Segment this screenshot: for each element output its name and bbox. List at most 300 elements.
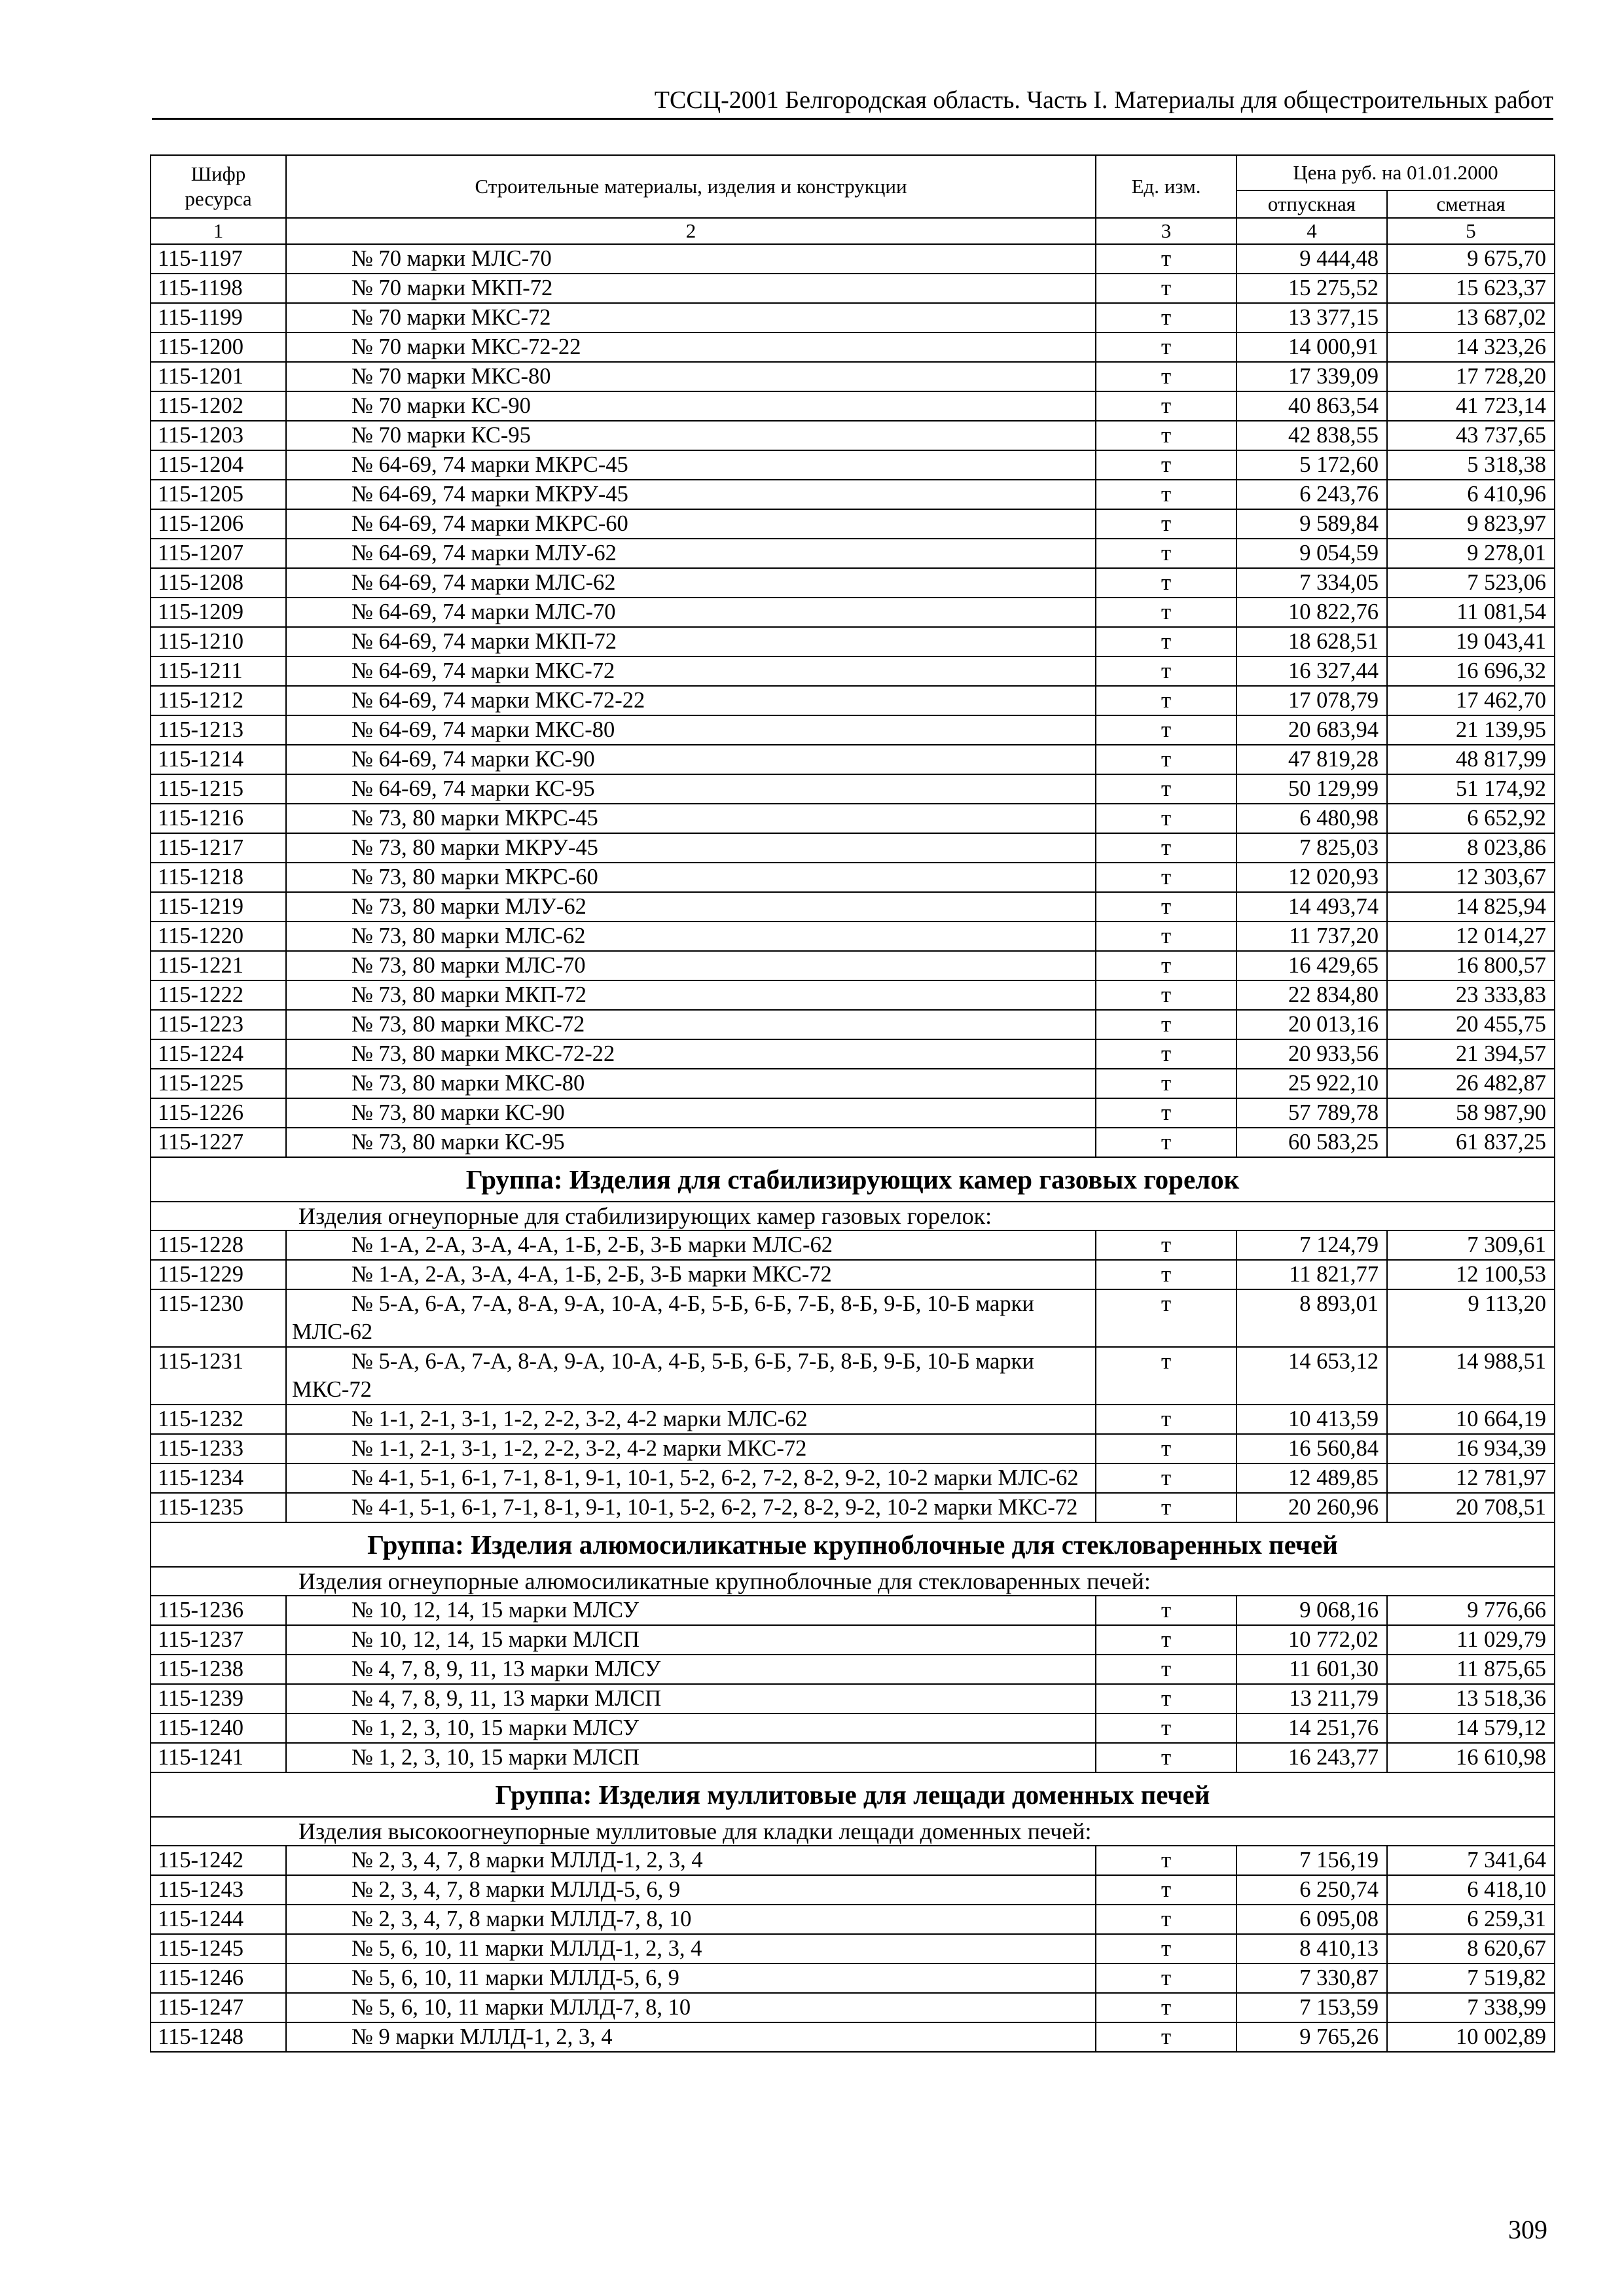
- estimate-price: 7 519,82: [1387, 1964, 1555, 1993]
- table-row: [151, 1743, 1555, 1772]
- release-price: 57 789,78: [1236, 1098, 1387, 1128]
- resource-code: 115-1223: [151, 1010, 286, 1039]
- resource-code: 115-1221: [151, 951, 286, 980]
- release-price: 9 054,59: [1236, 539, 1387, 568]
- estimate-price: 17 462,70: [1387, 686, 1555, 715]
- estimate-price: 8 620,67: [1387, 1934, 1555, 1964]
- resource-code: 115-1204: [151, 450, 286, 480]
- table-row: [151, 804, 1555, 833]
- release-price: 14 251,76: [1236, 1713, 1387, 1743]
- col-head-name: Строительные материалы, изделия и конструкции: [286, 155, 1096, 218]
- material-name: [286, 2022, 1096, 2052]
- table-row: [151, 745, 1555, 774]
- release-price: 9 068,16: [1236, 1596, 1387, 1625]
- subgroup-row: [151, 1567, 1555, 1596]
- estimate-price: 26 482,87: [1387, 1069, 1555, 1098]
- material-name: [286, 1934, 1096, 1964]
- table-row: [151, 1934, 1555, 1964]
- table-row: [151, 1289, 1555, 1347]
- estimate-price: 61 837,25: [1387, 1128, 1555, 1157]
- resource-code: 115-1227: [151, 1128, 286, 1157]
- unit-cell: т: [1096, 951, 1236, 980]
- resource-code: 115-1244: [151, 1905, 286, 1934]
- material-name-text: № 1-1, 2-1, 3-1, 1-2, 2-2, 3-2, 4-2 марки МКС-72: [352, 1436, 807, 1461]
- estimate-price: 7 338,99: [1387, 1993, 1555, 2022]
- resource-code: 115-1210: [151, 627, 286, 656]
- unit-cell: т: [1096, 362, 1236, 391]
- resource-code: 115-1226: [151, 1098, 286, 1128]
- estimate-price: 20 455,75: [1387, 1010, 1555, 1039]
- material-name-text: № 4-1, 5-1, 6-1, 7-1, 8-1, 9-1, 10-1, 5-2, 6-2, 7-2, 8-2, 9-2, 10-2 марки МКС-72: [352, 1495, 1078, 1520]
- release-price: 50 129,99: [1236, 774, 1387, 804]
- material-name: [286, 922, 1096, 951]
- material-name-text: № 73, 80 марки МКРС-60: [352, 865, 598, 889]
- estimate-price: 16 934,39: [1387, 1434, 1555, 1463]
- estimate-price: 11 029,79: [1387, 1625, 1555, 1655]
- material-name: [286, 833, 1096, 863]
- resource-code: 115-1237: [151, 1625, 286, 1655]
- material-name-text: № 5, 6, 10, 11 марки МЛЛД-7, 8, 10: [352, 1995, 691, 2020]
- subgroup-caption: Изделия высокоогнеупорные муллитовые для кладки лещади доменных печей:: [151, 1817, 1555, 1846]
- unit-cell: т: [1096, 980, 1236, 1010]
- estimate-price: 51 174,92: [1387, 774, 1555, 804]
- table-row: [151, 1128, 1555, 1157]
- table-row: [151, 1098, 1555, 1128]
- resource-code: 115-1215: [151, 774, 286, 804]
- table-row: [151, 450, 1555, 480]
- material-name: [286, 745, 1096, 774]
- unit-cell: т: [1096, 1463, 1236, 1493]
- material-name: [286, 421, 1096, 450]
- subgroup-caption: Изделия огнеупорные алюмосиликатные крупноблочные для стекловаренных печей:: [151, 1567, 1555, 1596]
- group-heading-row: [151, 1157, 1555, 1202]
- resource-code: 115-1206: [151, 509, 286, 539]
- resource-code: 115-1229: [151, 1260, 286, 1289]
- estimate-price: 6 418,10: [1387, 1875, 1555, 1905]
- table-head: [151, 155, 1555, 244]
- group-heading: Группа: Изделия для стабилизирующих камер газовых горелок: [151, 1157, 1555, 1202]
- unit-cell: т: [1096, 1230, 1236, 1260]
- estimate-price: 23 333,83: [1387, 980, 1555, 1010]
- estimate-price: 13 518,36: [1387, 1684, 1555, 1713]
- material-name: [286, 1069, 1096, 1098]
- material-name: [286, 332, 1096, 362]
- release-price: 11 601,30: [1236, 1655, 1387, 1684]
- estimate-price: 16 800,57: [1387, 951, 1555, 980]
- unit-cell: т: [1096, 1905, 1236, 1934]
- resource-code: 115-1224: [151, 1039, 286, 1069]
- unit-cell: т: [1096, 686, 1236, 715]
- release-price: 8 410,13: [1236, 1934, 1387, 1964]
- unit-cell: т: [1096, 627, 1236, 656]
- estimate-price: 48 817,99: [1387, 745, 1555, 774]
- table-row: [151, 1405, 1555, 1434]
- material-name-text: № 73, 80 марки МКС-72-22: [352, 1041, 615, 1066]
- estimate-price: 14 323,26: [1387, 332, 1555, 362]
- material-name: [286, 362, 1096, 391]
- unit-cell: т: [1096, 1684, 1236, 1713]
- release-price: 60 583,25: [1236, 1128, 1387, 1157]
- material-name-text: № 5-А, 6-А, 7-А, 8-А, 9-А, 10-А, 4-Б, 5-Б, 6-Б, 7-Б, 8-Б, 9-Б, 10-Б марки МЛС-62: [292, 1291, 1034, 1344]
- table-row: [151, 1846, 1555, 1875]
- material-name-text: № 10, 12, 14, 15 марки МЛСП: [352, 1627, 640, 1652]
- release-price: 7 825,03: [1236, 833, 1387, 863]
- unit-cell: т: [1096, 1260, 1236, 1289]
- material-name: [286, 1625, 1096, 1655]
- release-price: 20 013,16: [1236, 1010, 1387, 1039]
- material-name-text: № 5-А, 6-А, 7-А, 8-А, 9-А, 10-А, 4-Б, 5-Б, 6-Б, 7-Б, 8-Б, 9-Б, 10-Б марки МКС-72: [292, 1349, 1034, 1402]
- unit-cell: т: [1096, 804, 1236, 833]
- running-header: ТССЦ-2001 Белгородская область. Часть I. Материалы для общестроительных работ: [654, 86, 1553, 114]
- unit-cell: т: [1096, 568, 1236, 598]
- resource-code: 115-1238: [151, 1655, 286, 1684]
- estimate-price: 12 781,97: [1387, 1463, 1555, 1493]
- unit-cell: т: [1096, 1846, 1236, 1875]
- material-name-text: № 70 марки МКС-80: [352, 364, 551, 389]
- unit-cell: т: [1096, 1128, 1236, 1157]
- release-price: 15 275,52: [1236, 274, 1387, 303]
- material-name-text: № 64-69, 74 марки МЛУ-62: [352, 541, 617, 565]
- table-row: [151, 421, 1555, 450]
- release-price: 16 327,44: [1236, 656, 1387, 686]
- table-row: [151, 1655, 1555, 1684]
- release-price: 9 444,48: [1236, 244, 1387, 274]
- estimate-price: 43 737,65: [1387, 421, 1555, 450]
- estimate-price: 9 113,20: [1387, 1289, 1555, 1347]
- table-row: [151, 539, 1555, 568]
- estimate-price: 10 664,19: [1387, 1405, 1555, 1434]
- resource-code: 115-1212: [151, 686, 286, 715]
- release-price: 8 893,01: [1236, 1289, 1387, 1347]
- table-row: [151, 244, 1555, 274]
- estimate-price: 11 081,54: [1387, 598, 1555, 627]
- material-name-text: № 73, 80 марки МКП-72: [352, 982, 587, 1007]
- material-name: [286, 1993, 1096, 2022]
- material-name: [286, 1010, 1096, 1039]
- resource-code: 115-1211: [151, 656, 286, 686]
- unit-cell: т: [1096, 332, 1236, 362]
- table-row: [151, 1069, 1555, 1098]
- table-row: [151, 1596, 1555, 1625]
- release-price: 22 834,80: [1236, 980, 1387, 1010]
- material-name-text: № 64-69, 74 марки МКРС-60: [352, 511, 628, 536]
- unit-cell: т: [1096, 1405, 1236, 1434]
- material-name: [286, 1875, 1096, 1905]
- material-name-text: № 70 марки КС-90: [352, 393, 531, 418]
- resource-code: 115-1203: [151, 421, 286, 450]
- table-row: [151, 391, 1555, 421]
- resource-code: 115-1199: [151, 303, 286, 332]
- material-name: [286, 274, 1096, 303]
- material-name: [286, 568, 1096, 598]
- material-name-text: № 73, 80 марки МКС-80: [352, 1071, 585, 1096]
- release-price: 40 863,54: [1236, 391, 1387, 421]
- table-row: [151, 1493, 1555, 1522]
- material-name-text: № 4, 7, 8, 9, 11, 13 марки МЛСУ: [352, 1657, 661, 1681]
- material-name: [286, 598, 1096, 627]
- material-name: [286, 951, 1096, 980]
- estimate-price: 14 988,51: [1387, 1347, 1555, 1405]
- table-row: [151, 1875, 1555, 1905]
- resource-code: 115-1234: [151, 1463, 286, 1493]
- estimate-price: 19 043,41: [1387, 627, 1555, 656]
- estimate-price: 14 825,94: [1387, 892, 1555, 922]
- material-name: [286, 980, 1096, 1010]
- material-name-text: № 64-69, 74 марки МКРС-45: [352, 452, 628, 477]
- header-rule: [152, 118, 1553, 120]
- estimate-price: 9 823,97: [1387, 509, 1555, 539]
- release-price: 5 172,60: [1236, 450, 1387, 480]
- resource-code: 115-1202: [151, 391, 286, 421]
- resource-code: 115-1217: [151, 833, 286, 863]
- resource-code: 115-1208: [151, 568, 286, 598]
- unit-cell: т: [1096, 244, 1236, 274]
- material-name: [286, 804, 1096, 833]
- release-price: 10 772,02: [1236, 1625, 1387, 1655]
- release-price: 20 260,96: [1236, 1493, 1387, 1522]
- material-name-text: № 2, 3, 4, 7, 8 марки МЛЛД-7, 8, 10: [352, 1907, 692, 1931]
- material-name-text: № 64-69, 74 марки МКС-72: [352, 658, 615, 683]
- unit-cell: т: [1096, 1493, 1236, 1522]
- resource-code: 115-1201: [151, 362, 286, 391]
- release-price: 7 124,79: [1236, 1230, 1387, 1260]
- release-price: 16 243,77: [1236, 1743, 1387, 1772]
- resource-code: 115-1242: [151, 1846, 286, 1875]
- release-price: 12 020,93: [1236, 863, 1387, 892]
- table-row: [151, 480, 1555, 509]
- col-number: 3: [1096, 218, 1236, 244]
- col-head-unit: Ед. изм.: [1096, 155, 1236, 218]
- material-name-text: № 73, 80 марки КС-90: [352, 1100, 565, 1125]
- resource-code: 115-1240: [151, 1713, 286, 1743]
- unit-cell: т: [1096, 2022, 1236, 2052]
- release-price: 20 933,56: [1236, 1039, 1387, 1069]
- group-heading-row: [151, 1772, 1555, 1817]
- material-name: [286, 1493, 1096, 1522]
- release-price: 16 560,84: [1236, 1434, 1387, 1463]
- table-row: [151, 1010, 1555, 1039]
- estimate-price: 21 394,57: [1387, 1039, 1555, 1069]
- estimate-price: 12 014,27: [1387, 922, 1555, 951]
- material-name: [286, 244, 1096, 274]
- estimate-price: 14 579,12: [1387, 1713, 1555, 1743]
- release-price: 14 493,74: [1236, 892, 1387, 922]
- table-row: [151, 686, 1555, 715]
- material-name-text: № 70 марки КС-95: [352, 423, 531, 448]
- material-name-text: № 64-69, 74 марки МКРУ-45: [352, 482, 628, 507]
- material-name-text: № 64-69, 74 марки МЛС-70: [352, 600, 616, 624]
- release-price: 17 339,09: [1236, 362, 1387, 391]
- resource-code: 115-1239: [151, 1684, 286, 1713]
- material-name-text: № 9 марки МЛЛД-1, 2, 3, 4: [352, 2024, 613, 2049]
- estimate-price: 6 652,92: [1387, 804, 1555, 833]
- resource-code: 115-1230: [151, 1289, 286, 1347]
- material-name: [286, 1230, 1096, 1260]
- resource-code: 115-1207: [151, 539, 286, 568]
- unit-cell: т: [1096, 1098, 1236, 1128]
- resource-code: 115-1219: [151, 892, 286, 922]
- material-name: [286, 480, 1096, 509]
- resource-code: 115-1233: [151, 1434, 286, 1463]
- estimate-price: 6 410,96: [1387, 480, 1555, 509]
- material-name: [286, 509, 1096, 539]
- material-name: [286, 892, 1096, 922]
- table-row: [151, 774, 1555, 804]
- material-name-text: № 73, 80 марки КС-95: [352, 1130, 565, 1155]
- unit-cell: т: [1096, 1434, 1236, 1463]
- release-price: 11 737,20: [1236, 922, 1387, 951]
- estimate-price: 6 259,31: [1387, 1905, 1555, 1934]
- table-row: [151, 1434, 1555, 1463]
- material-name: [286, 1846, 1096, 1875]
- unit-cell: т: [1096, 745, 1236, 774]
- release-price: 6 095,08: [1236, 1905, 1387, 1934]
- material-name-text: № 1-1, 2-1, 3-1, 1-2, 2-2, 3-2, 4-2 марки МЛС-62: [352, 1407, 808, 1431]
- material-name: [286, 391, 1096, 421]
- material-name: [286, 656, 1096, 686]
- material-name: [286, 715, 1096, 745]
- table-row: [151, 1684, 1555, 1713]
- unit-cell: т: [1096, 1713, 1236, 1743]
- table-row: [151, 332, 1555, 362]
- release-price: 14 000,91: [1236, 332, 1387, 362]
- material-name: [286, 1743, 1096, 1772]
- subgroup-caption: Изделия огнеупорные для стабилизирующих камер газовых горелок:: [151, 1202, 1555, 1230]
- material-name-text: № 2, 3, 4, 7, 8 марки МЛЛД-1, 2, 3, 4: [352, 1848, 703, 1873]
- col-head-estimate: сметная: [1387, 190, 1555, 218]
- table-row: [151, 1260, 1555, 1289]
- resource-code: 115-1200: [151, 332, 286, 362]
- release-price: 18 628,51: [1236, 627, 1387, 656]
- unit-cell: т: [1096, 922, 1236, 951]
- subgroup-row: [151, 1817, 1555, 1846]
- release-price: 9 589,84: [1236, 509, 1387, 539]
- unit-cell: т: [1096, 1289, 1236, 1347]
- release-price: 6 243,76: [1236, 480, 1387, 509]
- estimate-price: 11 875,65: [1387, 1655, 1555, 1684]
- material-name-text: № 5, 6, 10, 11 марки МЛЛД-5, 6, 9: [352, 1965, 679, 1990]
- unit-cell: т: [1096, 1347, 1236, 1405]
- table-row: [151, 1993, 1555, 2022]
- release-price: 11 821,77: [1236, 1260, 1387, 1289]
- unit-cell: т: [1096, 1934, 1236, 1964]
- table-row: [151, 833, 1555, 863]
- material-name: [286, 1098, 1096, 1128]
- material-name: [286, 1713, 1096, 1743]
- material-name: [286, 303, 1096, 332]
- material-name-text: № 10, 12, 14, 15 марки МЛСУ: [352, 1598, 639, 1623]
- material-name: [286, 539, 1096, 568]
- resource-code: 115-1236: [151, 1596, 286, 1625]
- estimate-price: 7 523,06: [1387, 568, 1555, 598]
- material-name: [286, 1964, 1096, 1993]
- estimate-price: 21 139,95: [1387, 715, 1555, 745]
- material-name-text: № 73, 80 марки МЛС-70: [352, 953, 586, 978]
- release-price: 25 922,10: [1236, 1069, 1387, 1098]
- table-row: [151, 1230, 1555, 1260]
- table-row: [151, 2022, 1555, 2052]
- release-price: 6 250,74: [1236, 1875, 1387, 1905]
- release-price: 14 653,12: [1236, 1347, 1387, 1405]
- table-row: [151, 951, 1555, 980]
- material-name-text: № 64-69, 74 марки МКП-72: [352, 629, 617, 654]
- estimate-price: 13 687,02: [1387, 303, 1555, 332]
- material-name-text: № 1-А, 2-А, 3-А, 4-А, 1-Б, 2-Б, 3-Б марки МКС-72: [352, 1262, 832, 1287]
- table-body: [151, 244, 1555, 2052]
- table-row: [151, 1713, 1555, 1743]
- resource-code: 115-1243: [151, 1875, 286, 1905]
- material-name: [286, 1684, 1096, 1713]
- unit-cell: т: [1096, 598, 1236, 627]
- unit-cell: т: [1096, 1964, 1236, 1993]
- unit-cell: т: [1096, 892, 1236, 922]
- estimate-price: 17 728,20: [1387, 362, 1555, 391]
- estimate-price: 41 723,14: [1387, 391, 1555, 421]
- unit-cell: т: [1096, 1069, 1236, 1098]
- release-price: 10 822,76: [1236, 598, 1387, 627]
- table-row: [151, 892, 1555, 922]
- resource-code: 115-1232: [151, 1405, 286, 1434]
- price-table: [150, 154, 1555, 2053]
- material-name: [286, 1347, 1096, 1405]
- release-price: 17 078,79: [1236, 686, 1387, 715]
- material-name: [286, 1405, 1096, 1434]
- col-head-code: Шифр ресурса: [151, 155, 286, 218]
- estimate-price: 10 002,89: [1387, 2022, 1555, 2052]
- material-name-text: № 73, 80 марки МКС-72: [352, 1012, 585, 1037]
- resource-code: 115-1213: [151, 715, 286, 745]
- estimate-price: 20 708,51: [1387, 1493, 1555, 1522]
- col-number: 1: [151, 218, 286, 244]
- material-name: [286, 1260, 1096, 1289]
- unit-cell: т: [1096, 480, 1236, 509]
- estimate-price: 16 696,32: [1387, 656, 1555, 686]
- estimate-price: 9 278,01: [1387, 539, 1555, 568]
- material-name-text: № 73, 80 марки МКРУ-45: [352, 835, 598, 860]
- col-number: 2: [286, 218, 1096, 244]
- unit-cell: т: [1096, 715, 1236, 745]
- material-name-text: № 70 марки МКС-72-22: [352, 334, 581, 359]
- unit-cell: т: [1096, 1625, 1236, 1655]
- resource-code: 115-1247: [151, 1993, 286, 2022]
- release-price: 13 377,15: [1236, 303, 1387, 332]
- release-price: 16 429,65: [1236, 951, 1387, 980]
- estimate-price: 12 100,53: [1387, 1260, 1555, 1289]
- release-price: 13 211,79: [1236, 1684, 1387, 1713]
- release-price: 47 819,28: [1236, 745, 1387, 774]
- material-name-text: № 64-69, 74 марки КС-95: [352, 776, 595, 801]
- material-name-text: № 1, 2, 3, 10, 15 марки МЛСУ: [352, 1715, 639, 1740]
- column-numbers-row: [151, 218, 1555, 244]
- material-name-text: № 64-69, 74 марки МКС-72-22: [352, 688, 645, 713]
- material-name: [286, 1596, 1096, 1625]
- material-name-text: № 4-1, 5-1, 6-1, 7-1, 8-1, 9-1, 10-1, 5-2, 6-2, 7-2, 8-2, 9-2, 10-2 марки МЛС-62: [352, 1465, 1079, 1490]
- page-number: 309: [1508, 2215, 1547, 2244]
- resource-code: 115-1218: [151, 863, 286, 892]
- col-number: 5: [1387, 218, 1555, 244]
- material-name-text: № 73, 80 марки МЛУ-62: [352, 894, 586, 919]
- material-name-text: № 70 марки МКП-72: [352, 276, 553, 300]
- estimate-price: 12 303,67: [1387, 863, 1555, 892]
- subgroup-row: [151, 1202, 1555, 1230]
- release-price: 42 838,55: [1236, 421, 1387, 450]
- material-name: [286, 627, 1096, 656]
- resource-code: 115-1228: [151, 1230, 286, 1260]
- table-row: [151, 1964, 1555, 1993]
- unit-cell: т: [1096, 303, 1236, 332]
- material-name: [286, 1434, 1096, 1463]
- resource-code: 115-1245: [151, 1934, 286, 1964]
